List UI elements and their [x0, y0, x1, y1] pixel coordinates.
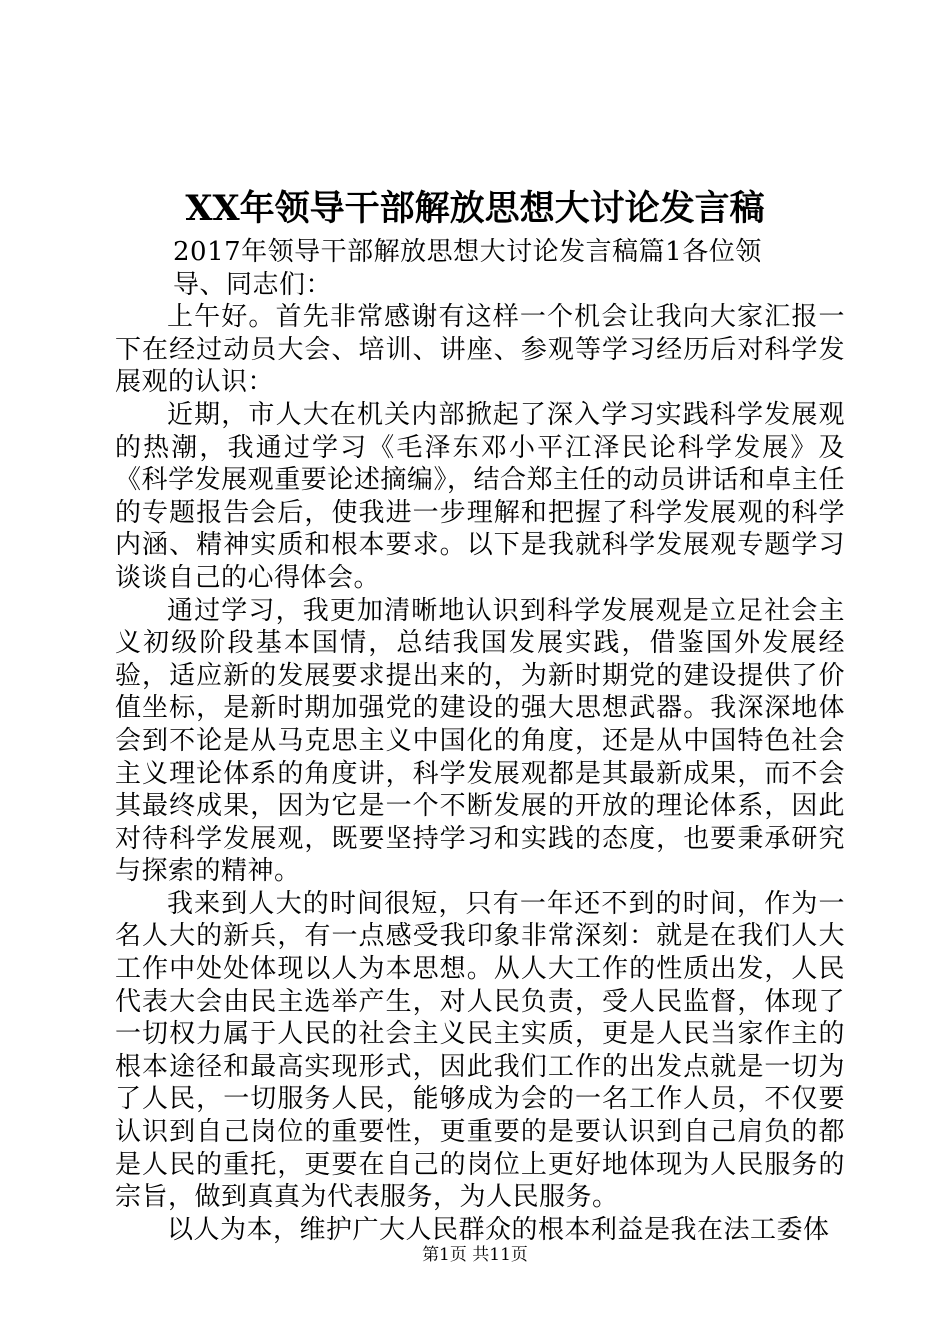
- paragraph-2: 近期，市人大在机关内部掀起了深入学习实践科学发展观的热潮，我通过学习《毛泽东邓小平江泽民论科学发展》及《科学发展观重要论述摘编》，结合郑主任的动员讲话和卓主任的专题报告会后，使我进一步理解和把握了科学发展观的科学内涵、精神实质和根本要求。以下是我就科学发展观专题学习谈谈自己的心得体会。: [115, 399, 845, 593]
- page-footer: 第1页 共11页: [422, 1245, 528, 1265]
- paragraph-3: 通过学习，我更加清晰地认识到科学发展观是立足社会主义初级阶段基本国情，总结我国发展实践，借鉴国外发展经验，适应新的发展要求提出来的，为新时期党的建设提供了价值坐标，是新时期加强党的建设的强大思想武器。我深深地体会到不论是从马克思主义中国化的角度，还是从中国特色社会主义理论体系的角度讲，科学发展观都是其最新成果，而不会其最终成果，因为它是一个不断发展的开放的理论体系，因此对待科学发展观，既要坚持学习和实践的态度，也要秉承研究与探索的精神。: [115, 595, 845, 887]
- paragraph-5: 以人为本，维护广大人民群众的根本利益是我在法工委体: [167, 1214, 830, 1245]
- document-title: XX年领导干部解放思想大讨论发言稿: [185, 188, 765, 229]
- document-body: [115, 236, 845, 1246]
- paragraph-1: 上午好。首先非常感谢有这样一个机会让我向大家汇报一下在经过动员大会、培训、讲座、参观等学习经历后对科学发展观的认识：: [115, 302, 845, 398]
- paragraph-4: 我来到人大的时间很短，只有一年还不到的时间，作为一名人大的新兵，有一点感受我印象非常深刻：就是在我们人大工作中处处体现以人为本思想。从人大工作的性质出发，人民代表大会由民主选举产生，对人民负责，受人民监督，体现了一切权力属于人民的社会主义民主实质，更是人民当家作主的根本途径和最高实现形式，因此我们工作的出发点就是一切为了人民，一切服务人民，能够成为会的一名工作人员，不仅要认识到自己岗位的重要性，更重要的是要认识到自己肩负的都是人民的重托，更要在自己的岗位上更好地体现为人民服务的宗旨，做到真真为代表服务，为人民服务。: [115, 888, 845, 1213]
- intro-line: 2017年领导干部解放思想大讨论发言稿篇1各位领导、同志们：: [173, 237, 762, 300]
